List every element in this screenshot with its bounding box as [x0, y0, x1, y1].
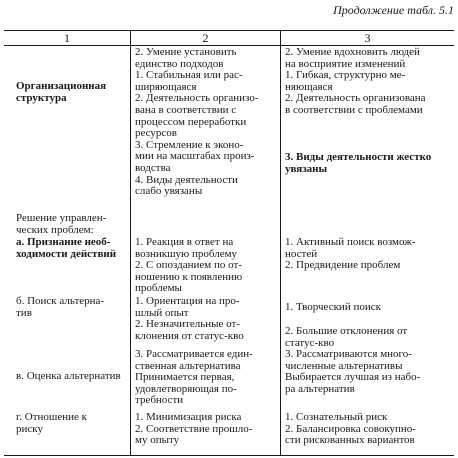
row-label-g: г. Отношение к риску: [16, 411, 88, 435]
row-label-b: б. Поиск альтерна- тив: [16, 295, 105, 319]
cell-g-col3: 1. Сознательный риск 2. Балансировка совокупно- сти рискованных вариантов: [285, 411, 416, 447]
cell-v-col2: 3. Рассматривается един- ственная альтернатива Принимается первая, удовлетворяющая по- требности: [135, 348, 253, 407]
comparison-table: [4, 30, 454, 456]
cell-b-col2: 1. Ориентация на про- шлый опыт 2. Незначительные от- клонения от статус-кво: [135, 295, 244, 342]
column-divider: [130, 31, 131, 455]
row-label-v: в. Оценка альтернатив: [16, 370, 121, 382]
cell-g-col2: 1. Минимизация риска 2. Соответствие прошло- му опыту: [135, 411, 253, 447]
row-label-a: а. Признание необ- ходимости действий: [16, 236, 117, 260]
cell-org-col2: 2. Умение установить единство подходов 1. Стабильная или рас- ширяющаяся 2. Деятельность организо- вана в соответствии с процессом переработки ресурсов 3. Стремление к эконо- мии на масштабах произ- водства 4. Виды деятельности слабо увязаны: [135, 46, 259, 198]
cell-b-col3-second: 2. Большие отклонения от статус-кво: [285, 325, 408, 349]
column-header-2: 2: [202, 31, 209, 45]
row-label-org-structure: Организационная структура: [16, 80, 107, 104]
column-header-1: 1: [64, 31, 70, 45]
cell-a-col2: 1. Реакция в ответ на возникшую проблему 2. С опозданием по от- ношению к появлению проблемы: [135, 236, 243, 295]
cell-v-col3: 3. Рассматриваются много- численные альтернативы Выбирается лучшая из набо- ра альтернатив: [285, 348, 421, 395]
section-title-decisions: Решение управлен- ческих проблем:: [16, 212, 107, 236]
cell-org-col3-bottom: 3. Виды деятельности жестко увязаны: [285, 151, 432, 175]
table-caption: Продолжение табл. 5.1: [333, 3, 454, 17]
column-divider: [280, 31, 281, 455]
cell-a-col3: 1. Активный поиск возмож- ностей 2. Предвидение проблем: [285, 236, 416, 272]
column-header-3: 3: [364, 31, 371, 45]
cell-b-col3-first: 1. Творческий поиск: [285, 301, 381, 313]
cell-org-col3-top: 2. Умение вдохновить людей на восприятие изменений 1. Гибкая, структурно ме- няющаяся 2. Деятельность организована в соответствии с проблемами: [285, 46, 426, 116]
